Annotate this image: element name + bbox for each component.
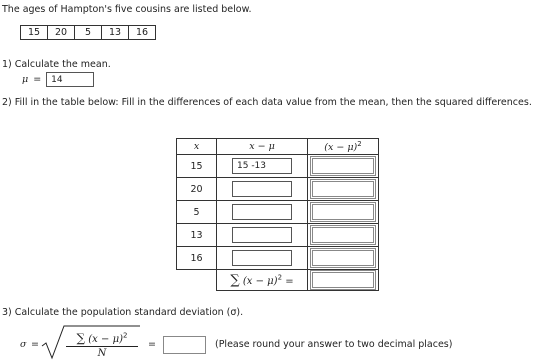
squared-input[interactable] [312, 181, 374, 197]
squared-input[interactable] [312, 158, 374, 174]
x-value: 15 [177, 155, 217, 178]
table-row [177, 224, 379, 247]
x-value: 16 [177, 247, 217, 270]
table-row [177, 155, 379, 178]
fraction-denominator: N [97, 348, 107, 359]
equals-sign: = [148, 339, 156, 350]
mu-symbol: μ [22, 74, 29, 85]
age-cell: 20 [48, 26, 75, 39]
header-squared: $(x - \mu)^2$ [308, 139, 379, 155]
table-header-row [177, 139, 379, 155]
variance-fraction [66, 331, 138, 359]
table-row [177, 247, 379, 270]
x-value: 13 [177, 224, 217, 247]
difference-input[interactable] [232, 227, 292, 243]
std-dev-input[interactable] [163, 336, 206, 354]
difference-input[interactable] [232, 250, 292, 266]
fraction-numerator: ∑ $(x - \mu)^2$ [66, 331, 138, 347]
question-2-label: 2) Fill in the table below: Fill in the differences of each data value from the mean, then the squared differences. [2, 97, 532, 108]
mean-input[interactable] [46, 72, 94, 87]
difference-input[interactable] [232, 204, 292, 220]
intro-text: The ages of Hampton's five cousins are listed below. [2, 4, 252, 15]
x-value: 20 [177, 178, 217, 201]
age-cell: 15 [21, 26, 48, 39]
sum-row [177, 270, 379, 291]
question-1-label: 1) Calculate the mean. [2, 59, 111, 70]
sum-label: ∑ $(x - \mu)^2$ = [217, 270, 308, 291]
age-cell: 13 [102, 26, 129, 39]
question-3-label: 3) Calculate the population standard deviation (σ). [2, 307, 244, 318]
sum-squared-input[interactable] [312, 272, 374, 288]
ages-strip [20, 25, 156, 40]
equals-sign: = [31, 339, 39, 350]
squared-input[interactable] [312, 204, 374, 220]
header-difference: x − μ [217, 139, 308, 155]
table-row [177, 178, 379, 201]
age-cell: 16 [135, 27, 149, 38]
differences-table [176, 138, 379, 291]
squared-input[interactable] [312, 250, 374, 266]
header-x: x [177, 139, 217, 155]
x-value: 5 [177, 201, 217, 224]
table-row [177, 201, 379, 224]
equals-sign: = [33, 74, 42, 85]
sigma-symbol: σ [20, 339, 27, 350]
squared-input[interactable] [312, 227, 374, 243]
difference-input[interactable] [232, 158, 292, 174]
age-cell: 5 [75, 26, 102, 39]
rounding-hint: (Please round your answer to two decimal places) [215, 339, 453, 350]
difference-input[interactable] [232, 181, 292, 197]
mean-row [22, 72, 94, 87]
